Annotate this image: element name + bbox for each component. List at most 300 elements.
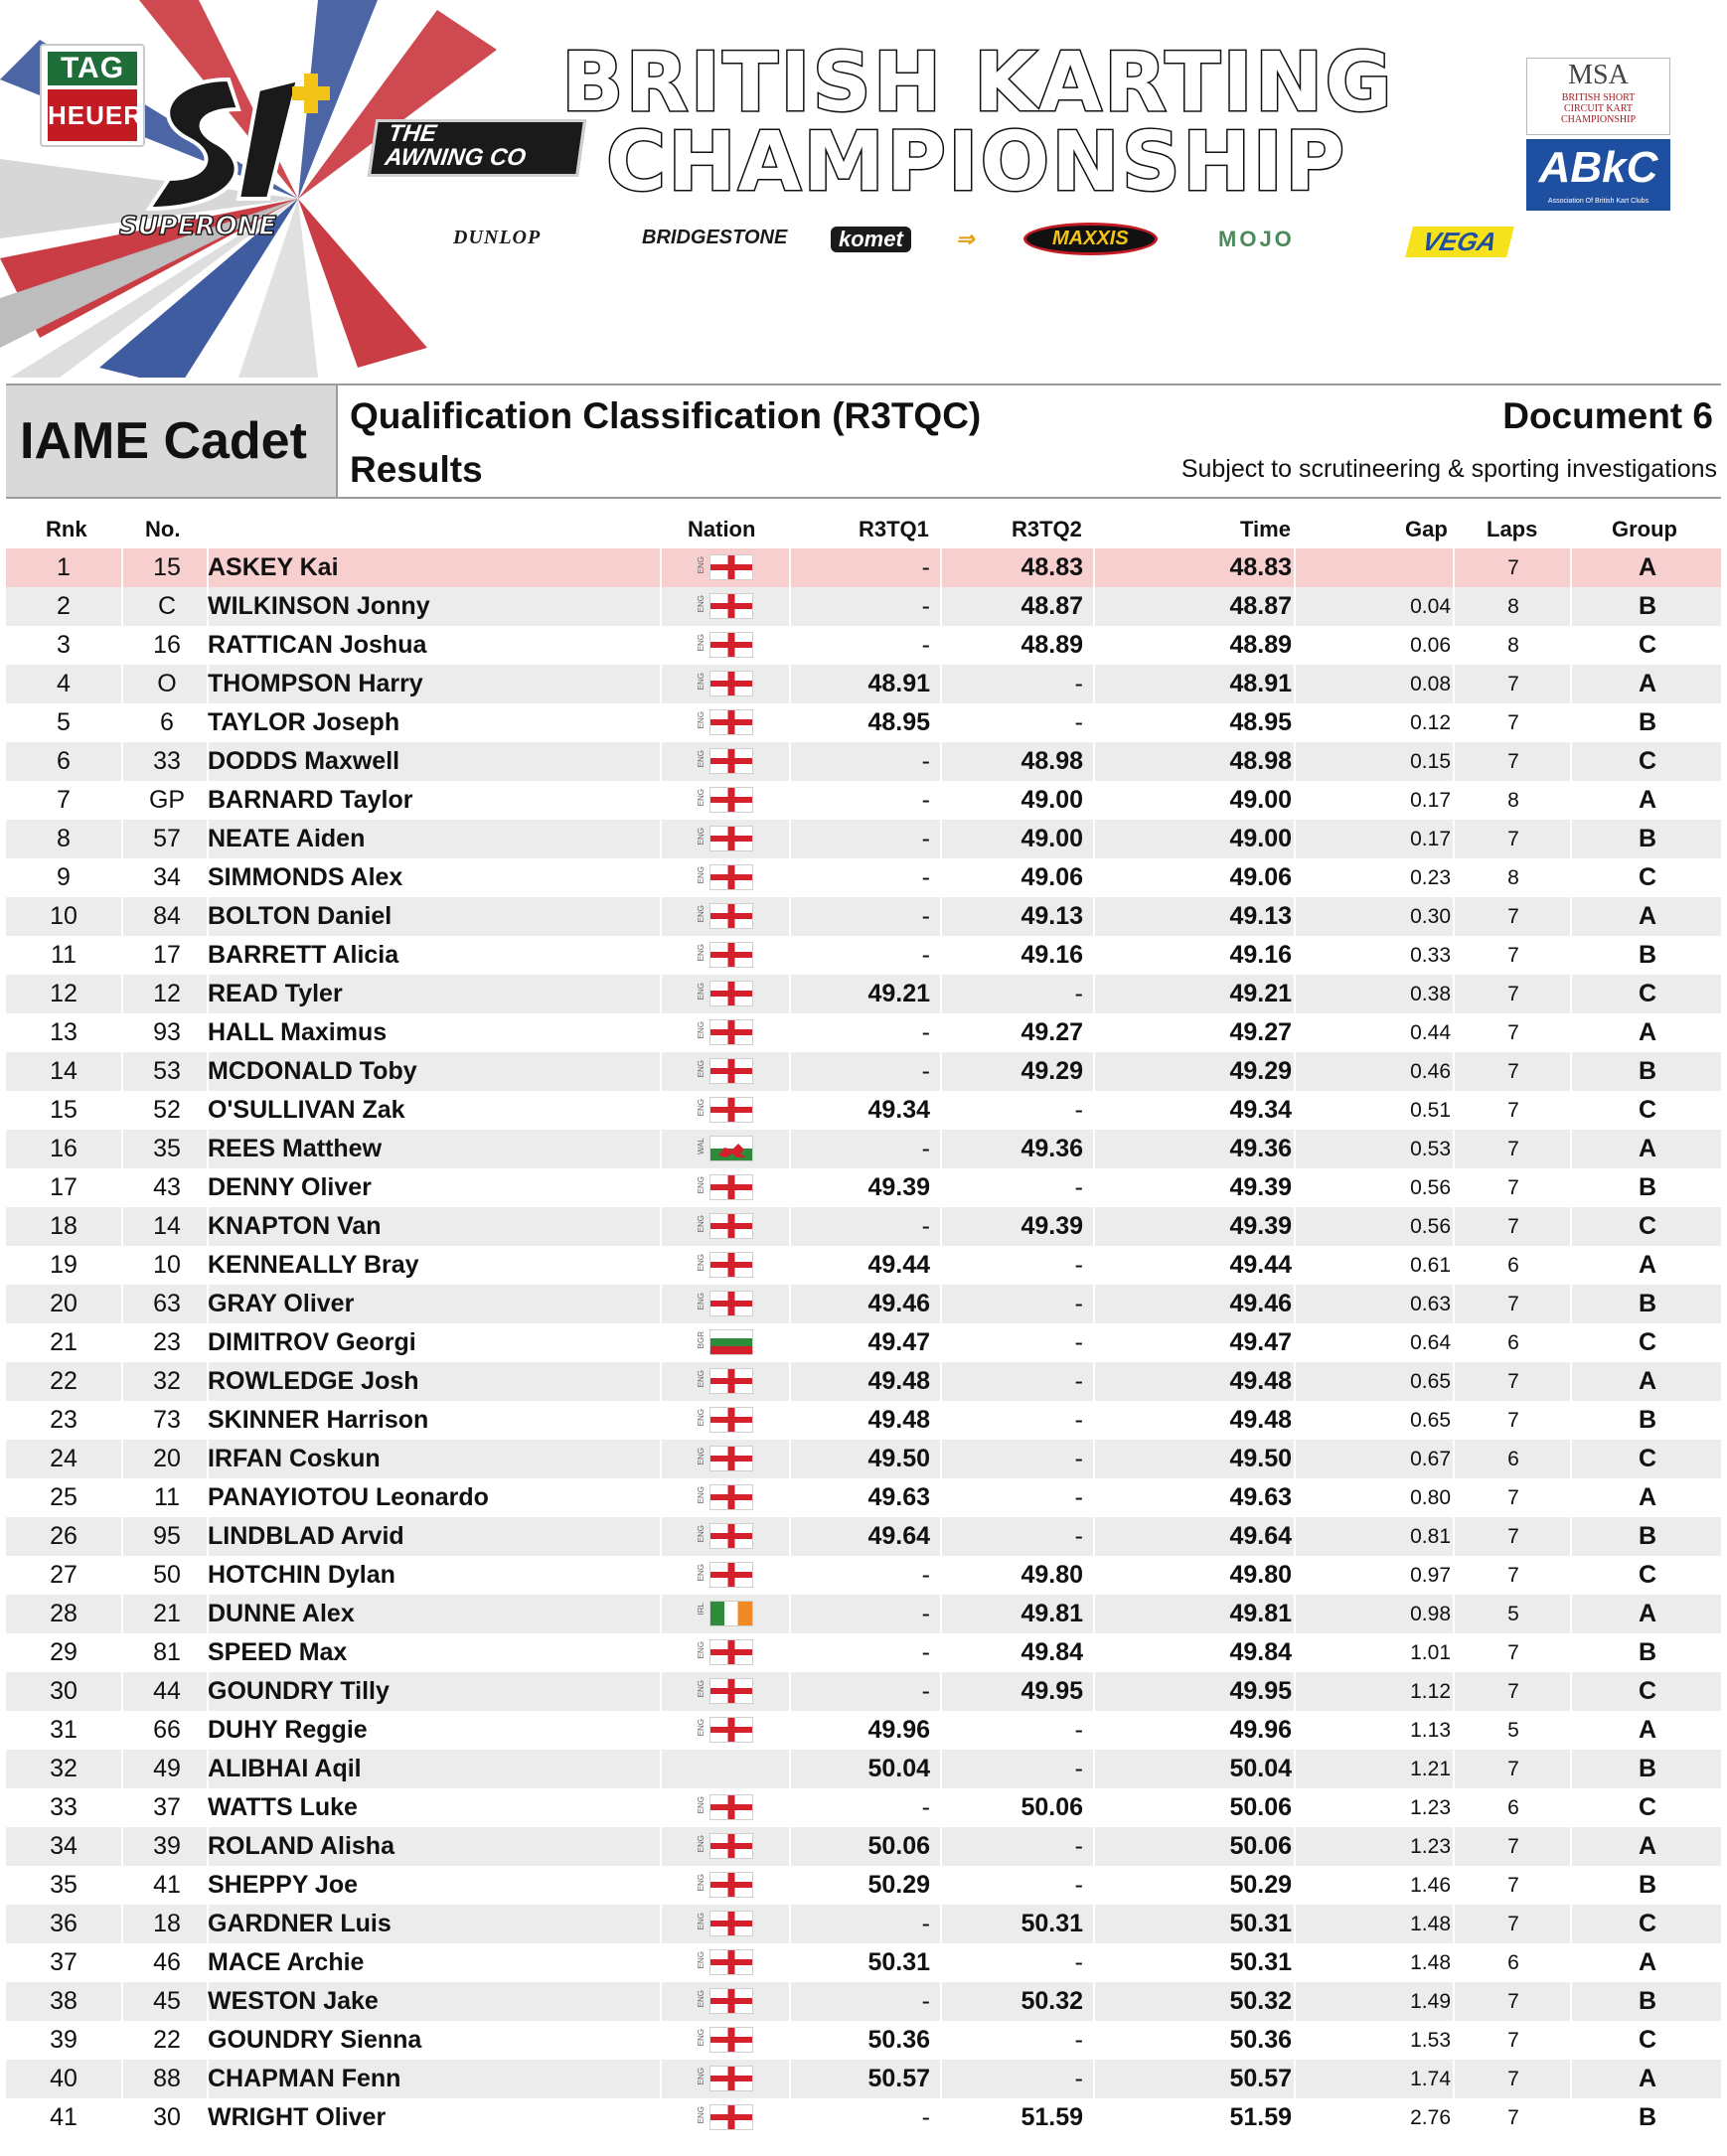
nation-code: ENG bbox=[697, 1021, 706, 1039]
table-row bbox=[6, 1130, 1721, 1168]
column-separator bbox=[1453, 1595, 1455, 1633]
table-row bbox=[6, 1905, 1721, 1943]
nation-cell bbox=[662, 858, 789, 897]
group-cell: C bbox=[1638, 863, 1657, 891]
r3tq1-cell: - bbox=[921, 631, 930, 659]
rank-cell: 14 bbox=[50, 1057, 78, 1085]
column-separator bbox=[1294, 1595, 1296, 1633]
rank-cell: 40 bbox=[50, 2065, 78, 2092]
england-flag-icon bbox=[709, 787, 753, 813]
car-number-cell: 43 bbox=[153, 1173, 181, 1201]
column-separator bbox=[121, 1750, 123, 1788]
r3tq2-cell: - bbox=[1074, 1483, 1083, 1511]
time-cell: 48.98 bbox=[1229, 747, 1292, 775]
laps-cell: 7 bbox=[1507, 673, 1519, 695]
r3tq2-cell: - bbox=[1074, 1716, 1083, 1744]
column-separator bbox=[1453, 975, 1455, 1013]
championship-title-line2: CHAMPIONSHIP bbox=[606, 115, 1347, 210]
laps-cell: 8 bbox=[1507, 634, 1519, 657]
nation-flag bbox=[698, 748, 757, 776]
gap-cell: 0.12 bbox=[1410, 711, 1451, 734]
nation-flag bbox=[698, 593, 757, 621]
nation-flag bbox=[698, 903, 757, 931]
nation-code: ENG bbox=[697, 789, 706, 807]
driver-name-cell: DUNNE Alex bbox=[208, 1600, 355, 1627]
rank-cell: 29 bbox=[50, 1638, 78, 1666]
gap-cell: 0.64 bbox=[1410, 1331, 1451, 1354]
group-cell: A bbox=[1638, 1483, 1657, 1511]
table-row bbox=[6, 703, 1721, 742]
nation-flag bbox=[698, 2066, 757, 2093]
column-header-gap: Gap bbox=[1405, 517, 1448, 541]
nation-code: ENG bbox=[697, 1099, 706, 1117]
gap-cell: 0.81 bbox=[1410, 1525, 1451, 1548]
driver-name-cell: DODDS Maxwell bbox=[208, 747, 400, 775]
group-cell: A bbox=[1638, 1600, 1657, 1627]
gap-cell: 0.15 bbox=[1410, 750, 1451, 773]
england-flag-icon bbox=[709, 942, 753, 968]
driver-name-cell: SIMMONDS Alex bbox=[208, 863, 403, 891]
rank-cell: 15 bbox=[50, 1096, 78, 1124]
car-number-cell: 32 bbox=[153, 1367, 181, 1395]
nation-code: ENG bbox=[697, 1951, 706, 1969]
car-number-cell: C bbox=[157, 592, 177, 620]
nation-cell bbox=[662, 1285, 789, 1323]
nation-code: ENG bbox=[697, 828, 706, 846]
england-flag-icon bbox=[709, 748, 753, 774]
r3tq1-cell: 49.48 bbox=[867, 1406, 930, 1434]
table-row bbox=[6, 897, 1721, 936]
nation-flag bbox=[698, 1949, 757, 1977]
nation-cell bbox=[662, 820, 789, 858]
nation-code: ENG bbox=[697, 1835, 706, 1853]
r3tq1-cell: 50.36 bbox=[867, 2026, 930, 2054]
time-cell: 49.50 bbox=[1229, 1445, 1292, 1472]
rank-cell: 33 bbox=[50, 1793, 78, 1821]
table-row bbox=[6, 975, 1721, 1013]
laps-cell: 7 bbox=[1507, 1176, 1519, 1199]
car-number-cell: 15 bbox=[153, 553, 181, 581]
r3tq1-cell: - bbox=[921, 941, 930, 969]
dunlop-logo: DUNLOP bbox=[453, 227, 542, 248]
nation-flag bbox=[698, 1291, 757, 1318]
group-cell: A bbox=[1638, 1135, 1657, 1162]
laps-cell: 7 bbox=[1507, 1409, 1519, 1432]
england-flag-icon bbox=[709, 2066, 753, 2091]
nation-cell bbox=[662, 1866, 789, 1905]
gap-cell: 0.63 bbox=[1410, 1293, 1451, 1315]
column-separator bbox=[1570, 1905, 1572, 1943]
driver-name-cell: MCDONALD Toby bbox=[208, 1057, 417, 1085]
table-row bbox=[6, 936, 1721, 975]
group-cell: C bbox=[1638, 1561, 1657, 1589]
nation-code: ENG bbox=[697, 1990, 706, 2008]
r3tq2-cell: 49.16 bbox=[1020, 941, 1083, 969]
r3tq1-cell: 48.95 bbox=[867, 708, 930, 736]
nation-code: ENG bbox=[697, 1293, 706, 1310]
nation-code: ENG bbox=[697, 673, 706, 691]
nation-flag bbox=[698, 1562, 757, 1590]
r3tq2-cell: 49.00 bbox=[1020, 825, 1083, 852]
r3tq1-cell: - bbox=[921, 1910, 930, 1937]
driver-name-cell: NEATE Aiden bbox=[208, 825, 366, 852]
rank-cell: 20 bbox=[50, 1290, 78, 1317]
abkc-logo bbox=[1526, 139, 1670, 211]
rank-cell: 36 bbox=[50, 1910, 78, 1937]
column-separator bbox=[121, 1285, 123, 1323]
nation-cell bbox=[662, 1130, 789, 1168]
group-cell: C bbox=[1638, 1793, 1657, 1821]
time-cell: 49.44 bbox=[1229, 1251, 1292, 1279]
r3tq2-cell: 49.84 bbox=[1020, 1638, 1083, 1666]
england-flag-icon bbox=[709, 1058, 753, 1084]
england-flag-icon bbox=[709, 554, 753, 580]
rank-cell: 25 bbox=[50, 1483, 78, 1511]
driver-name-cell: SPEED Max bbox=[208, 1638, 348, 1666]
nation-flag bbox=[698, 1833, 757, 1861]
championship-banner bbox=[0, 0, 1727, 378]
table-row bbox=[6, 781, 1721, 820]
driver-name-cell: WATTS Luke bbox=[208, 1793, 358, 1821]
nation-cell bbox=[662, 1013, 789, 1052]
gap-cell: 1.49 bbox=[1410, 1990, 1451, 2013]
england-flag-icon bbox=[709, 981, 753, 1006]
table-row bbox=[6, 626, 1721, 665]
column-separator bbox=[1294, 1440, 1296, 1478]
table-row bbox=[6, 1556, 1721, 1595]
column-separator bbox=[121, 548, 123, 587]
komet-logo: komet bbox=[831, 227, 911, 252]
r3tq2-cell: 49.39 bbox=[1020, 1212, 1083, 1240]
nation-code: ENG bbox=[697, 1060, 706, 1078]
car-number-cell: 46 bbox=[153, 1948, 181, 1976]
rank-cell: 34 bbox=[50, 1832, 78, 1860]
car-number-cell: 34 bbox=[153, 863, 181, 891]
car-number-cell: 50 bbox=[153, 1561, 181, 1589]
time-cell: 48.89 bbox=[1229, 631, 1292, 659]
r3tq1-cell: 49.46 bbox=[867, 1290, 930, 1317]
r3tq1-cell: 50.31 bbox=[867, 1948, 930, 1976]
table-row bbox=[6, 1362, 1721, 1401]
rank-cell: 26 bbox=[50, 1522, 78, 1550]
car-number-cell: 63 bbox=[153, 1290, 181, 1317]
nation-flag bbox=[698, 787, 757, 815]
nation-cell bbox=[662, 548, 789, 587]
group-cell: A bbox=[1638, 1251, 1657, 1279]
column-separator bbox=[1570, 975, 1572, 1013]
time-cell: 50.06 bbox=[1229, 1793, 1292, 1821]
laps-cell: 7 bbox=[1507, 1680, 1519, 1703]
laps-cell: 7 bbox=[1507, 1099, 1519, 1122]
laps-cell: 7 bbox=[1507, 905, 1519, 928]
car-number-cell: 23 bbox=[153, 1328, 181, 1356]
nation-code: ENG bbox=[697, 1176, 706, 1194]
driver-name-cell: DIMITROV Georgi bbox=[208, 1328, 416, 1356]
nation-cell bbox=[662, 1207, 789, 1246]
nation-code: ENG bbox=[697, 983, 706, 1001]
nation-code: ENG bbox=[697, 1409, 706, 1427]
driver-name-cell: READ Tyler bbox=[208, 980, 343, 1007]
table-row bbox=[6, 2021, 1721, 2060]
driver-name-cell: ASKEY Kai bbox=[208, 553, 339, 581]
car-number-cell: 39 bbox=[153, 1832, 181, 1860]
driver-name-cell: HOTCHIN Dylan bbox=[208, 1561, 395, 1589]
nation-code: ENG bbox=[697, 711, 706, 729]
table-row bbox=[6, 587, 1721, 626]
england-flag-icon bbox=[709, 671, 753, 696]
column-header-nation: Nation bbox=[688, 517, 756, 541]
england-flag-icon bbox=[709, 709, 753, 735]
table-row bbox=[6, 665, 1721, 703]
rank-cell: 7 bbox=[57, 786, 71, 814]
driver-name-cell: BARNARD Taylor bbox=[208, 786, 413, 814]
ireland-flag-icon bbox=[709, 1601, 753, 1626]
car-number-cell: 93 bbox=[153, 1018, 181, 1046]
gap-cell: 0.44 bbox=[1410, 1021, 1451, 1044]
column-separator bbox=[1570, 1285, 1572, 1323]
time-cell: 49.84 bbox=[1229, 1638, 1292, 1666]
r3tq2-cell: 50.31 bbox=[1020, 1910, 1083, 1937]
column-separator bbox=[1294, 1517, 1296, 1556]
nation-flag bbox=[698, 1484, 757, 1512]
group-cell: B bbox=[1638, 1755, 1657, 1782]
r3tq2-cell: - bbox=[1074, 1948, 1083, 1976]
nation-cell bbox=[662, 1091, 789, 1130]
group-cell: C bbox=[1638, 1328, 1657, 1356]
driver-name-cell: SHEPPY Joe bbox=[208, 1871, 359, 1899]
column-header-r3tq1: R3TQ1 bbox=[859, 517, 929, 541]
table-row bbox=[6, 1517, 1721, 1556]
table-row bbox=[6, 1285, 1721, 1323]
column-separator bbox=[1453, 1052, 1455, 1091]
r3tq1-cell: - bbox=[921, 747, 930, 775]
nation-code: ENG bbox=[697, 1874, 706, 1892]
group-cell: B bbox=[1638, 1406, 1657, 1434]
group-cell: A bbox=[1638, 1716, 1657, 1744]
group-cell: B bbox=[1638, 1987, 1657, 2015]
nation-flag bbox=[698, 1213, 757, 1241]
driver-name-cell: ROLAND Alisha bbox=[208, 1832, 394, 1860]
table-row bbox=[6, 1750, 1721, 1788]
r3tq2-cell: 49.81 bbox=[1020, 1600, 1083, 1627]
r3tq2-cell: - bbox=[1074, 1832, 1083, 1860]
nation-code: ENG bbox=[697, 944, 706, 962]
group-cell: B bbox=[1638, 592, 1657, 620]
england-flag-icon bbox=[709, 1252, 753, 1278]
time-cell: 49.13 bbox=[1229, 902, 1292, 930]
nation-code: WAL bbox=[697, 1138, 706, 1155]
england-flag-icon bbox=[709, 1872, 753, 1898]
r3tq2-cell: 49.36 bbox=[1020, 1135, 1083, 1162]
car-number-cell: 52 bbox=[153, 1096, 181, 1124]
gap-cell bbox=[1298, 548, 1451, 587]
nation-cell bbox=[662, 1982, 789, 2021]
laps-cell: 7 bbox=[1507, 1835, 1519, 1858]
laps-cell: 7 bbox=[1507, 1990, 1519, 2013]
rank-cell: 2 bbox=[57, 592, 71, 620]
superone-text: SUPERONE bbox=[119, 212, 277, 238]
gap-cell: 1.13 bbox=[1410, 1719, 1451, 1742]
column-separator bbox=[1294, 1130, 1296, 1168]
column-separator bbox=[1294, 820, 1296, 858]
england-flag-icon bbox=[709, 1019, 753, 1045]
laps-cell: 7 bbox=[1507, 1874, 1519, 1897]
r3tq2-cell: 49.06 bbox=[1020, 863, 1083, 891]
driver-name-cell: GRAY Oliver bbox=[208, 1290, 355, 1317]
time-cell: 49.00 bbox=[1229, 825, 1292, 852]
table-row bbox=[6, 1672, 1721, 1711]
gap-cell: 0.61 bbox=[1410, 1254, 1451, 1277]
laps-cell: 7 bbox=[1507, 1215, 1519, 1238]
nation-code: ENG bbox=[697, 1913, 706, 1930]
column-separator bbox=[1453, 548, 1455, 587]
tag-heuer-bottom-text: HEUER bbox=[48, 89, 137, 141]
group-cell: B bbox=[1638, 825, 1657, 852]
nation-cell bbox=[662, 665, 789, 703]
results-table bbox=[6, 511, 1721, 2137]
england-flag-icon bbox=[709, 864, 753, 890]
england-flag-icon bbox=[709, 1523, 753, 1549]
time-cell: 49.46 bbox=[1229, 1290, 1292, 1317]
laps-cell: 6 bbox=[1507, 1254, 1519, 1277]
welsh-dragon-icon bbox=[710, 1138, 754, 1163]
msa-text: MSA bbox=[1568, 60, 1629, 90]
rank-cell: 8 bbox=[57, 825, 71, 852]
england-flag-icon bbox=[709, 1794, 753, 1820]
nation-cell bbox=[662, 781, 789, 820]
gap-cell: 0.56 bbox=[1410, 1215, 1451, 1238]
table-row bbox=[6, 1982, 1721, 2021]
car-number-cell: 14 bbox=[153, 1212, 181, 1240]
msa-sub-2: CIRCUIT KART bbox=[1564, 103, 1633, 114]
driver-name-cell: MACE Archie bbox=[208, 1948, 365, 1976]
abkc-subtext: Association Of British Kart Clubs bbox=[1547, 198, 1649, 205]
nation-flag bbox=[698, 826, 757, 853]
group-cell: A bbox=[1638, 670, 1657, 697]
column-separator bbox=[1294, 1750, 1296, 1788]
england-flag-icon bbox=[709, 1097, 753, 1123]
column-separator bbox=[1294, 742, 1296, 781]
column-separator bbox=[1570, 587, 1572, 626]
england-flag-icon bbox=[709, 1407, 753, 1433]
r3tq1-cell: 49.44 bbox=[867, 1251, 930, 1279]
car-number-cell: 81 bbox=[153, 1638, 181, 1666]
column-header-rnk: Rnk bbox=[46, 517, 87, 541]
driver-name-cell: DENNY Oliver bbox=[208, 1173, 372, 1201]
group-cell: A bbox=[1638, 2065, 1657, 2092]
gap-cell: 1.21 bbox=[1410, 1758, 1451, 1780]
r3tq2-cell: 51.59 bbox=[1020, 2103, 1083, 2131]
time-cell: 49.96 bbox=[1229, 1716, 1292, 1744]
gap-cell: 0.98 bbox=[1410, 1603, 1451, 1625]
column-separator bbox=[1294, 1207, 1296, 1246]
column-separator bbox=[121, 1440, 123, 1478]
time-cell: 48.87 bbox=[1229, 592, 1292, 620]
r3tq1-cell: - bbox=[921, 1600, 930, 1627]
nation-flag bbox=[698, 1368, 757, 1396]
nation-cell bbox=[662, 703, 789, 742]
car-number-cell: 88 bbox=[153, 2065, 181, 2092]
laps-cell: 7 bbox=[1507, 711, 1519, 734]
table-header-row bbox=[6, 511, 1721, 548]
r3tq1-cell: - bbox=[921, 786, 930, 814]
car-number-cell: 17 bbox=[153, 941, 181, 969]
column-separator bbox=[1453, 897, 1455, 936]
column-separator bbox=[1453, 1750, 1455, 1788]
rank-cell: 24 bbox=[50, 1445, 78, 1472]
msa-sub-1: BRITISH SHORT bbox=[1561, 92, 1636, 103]
r3tq1-cell: - bbox=[921, 863, 930, 891]
r3tq1-cell: - bbox=[921, 1793, 930, 1821]
laps-cell: 7 bbox=[1507, 2068, 1519, 2090]
car-number-cell: 30 bbox=[153, 2103, 181, 2131]
r3tq1-cell: 48.91 bbox=[867, 670, 930, 697]
column-separator bbox=[1453, 587, 1455, 626]
laps-cell: 7 bbox=[1507, 1913, 1519, 1935]
laps-cell: 7 bbox=[1507, 1525, 1519, 1548]
driver-name-cell: KENNEALLY Bray bbox=[208, 1251, 419, 1279]
laps-cell: 7 bbox=[1507, 556, 1519, 579]
column-separator bbox=[121, 1517, 123, 1556]
column-separator bbox=[121, 1827, 123, 1866]
nation-cell bbox=[662, 1517, 789, 1556]
table-row bbox=[6, 2098, 1721, 2137]
column-separator bbox=[1453, 1130, 1455, 1168]
gap-cell: 0.53 bbox=[1410, 1138, 1451, 1160]
laps-cell: 7 bbox=[1507, 944, 1519, 967]
time-cell: 50.04 bbox=[1229, 1755, 1292, 1782]
column-separator bbox=[1294, 1827, 1296, 1866]
rank-cell: 27 bbox=[50, 1561, 78, 1589]
r3tq1-cell: - bbox=[921, 902, 930, 930]
time-cell: 49.06 bbox=[1229, 863, 1292, 891]
gap-cell: 0.67 bbox=[1410, 1448, 1451, 1470]
time-cell: 48.95 bbox=[1229, 708, 1292, 736]
nation-cell bbox=[662, 2021, 789, 2060]
driver-name-cell: TAYLOR Joseph bbox=[208, 708, 400, 736]
r3tq1-cell: 49.47 bbox=[867, 1328, 930, 1356]
nation-code: ENG bbox=[697, 866, 706, 884]
group-cell: C bbox=[1638, 1677, 1657, 1705]
column-separator bbox=[121, 2060, 123, 2098]
column-separator bbox=[1453, 2060, 1455, 2098]
driver-name-cell: O'SULLIVAN Zak bbox=[208, 1096, 405, 1124]
rank-cell: 12 bbox=[50, 980, 78, 1007]
nation-code: ENG bbox=[697, 750, 706, 768]
r3tq1-cell: - bbox=[921, 1638, 930, 1666]
gap-cell: 1.46 bbox=[1410, 1874, 1451, 1897]
england-flag-icon bbox=[709, 826, 753, 851]
england-flag-icon bbox=[709, 1484, 753, 1510]
england-flag-icon bbox=[709, 2027, 753, 2053]
nation-code: ENG bbox=[697, 905, 706, 923]
group-cell: C bbox=[1638, 1212, 1657, 1240]
group-cell: C bbox=[1638, 747, 1657, 775]
driver-name-cell: SKINNER Harrison bbox=[208, 1406, 429, 1434]
nation-code: IRL bbox=[697, 1603, 706, 1616]
rank-cell: 39 bbox=[50, 2026, 78, 2054]
gap-cell: 1.23 bbox=[1410, 1796, 1451, 1819]
group-cell: B bbox=[1638, 941, 1657, 969]
table-row bbox=[6, 1091, 1721, 1130]
england-flag-icon bbox=[709, 1291, 753, 1316]
nation-cell bbox=[662, 1711, 789, 1750]
table-row bbox=[6, 1788, 1721, 1827]
driver-name-cell: THOMPSON Harry bbox=[208, 670, 423, 697]
nation-cell bbox=[662, 2060, 789, 2098]
rank-cell: 4 bbox=[57, 670, 71, 697]
column-separator bbox=[1453, 1827, 1455, 1866]
